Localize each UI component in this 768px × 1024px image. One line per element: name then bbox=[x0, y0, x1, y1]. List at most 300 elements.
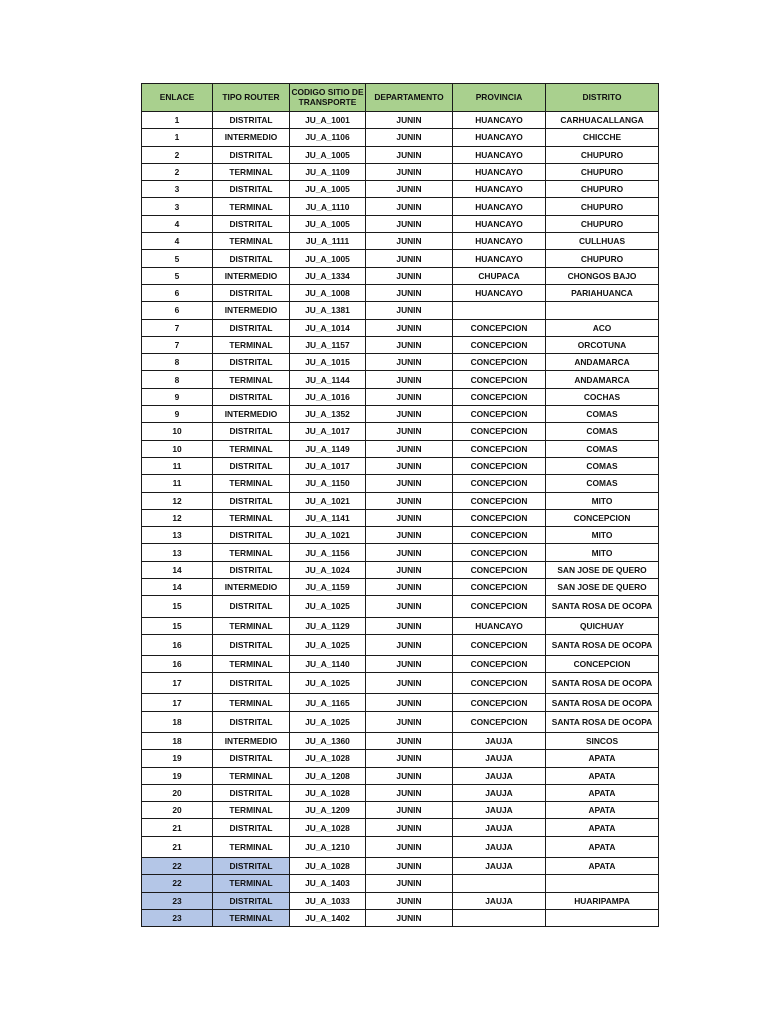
cell-departamento: JUNIN bbox=[366, 527, 453, 544]
cell-enlace: 14 bbox=[142, 561, 213, 578]
cell-enlace: 2 bbox=[142, 146, 213, 163]
cell-codigo-sitio: JU_A_1024 bbox=[290, 561, 366, 578]
table-row bbox=[142, 198, 659, 215]
cell-enlace: 16 bbox=[142, 655, 213, 672]
cell-tipo-router: INTERMEDIO bbox=[213, 129, 290, 146]
cell-departamento: JUNIN bbox=[366, 892, 453, 909]
cell-codigo-sitio: JU_A_1005 bbox=[290, 181, 366, 198]
cell-enlace: 17 bbox=[142, 694, 213, 711]
cell-departamento: JUNIN bbox=[366, 112, 453, 129]
table-row bbox=[142, 784, 659, 801]
cell-departamento: JUNIN bbox=[366, 784, 453, 801]
cell-provincia: CONCEPCION bbox=[453, 673, 546, 694]
table-row bbox=[142, 655, 659, 672]
cell-departamento: JUNIN bbox=[366, 267, 453, 284]
cell-codigo-sitio: JU_A_1129 bbox=[290, 617, 366, 634]
cell-departamento: JUNIN bbox=[366, 694, 453, 711]
cell-distrito: ANDAMARCA bbox=[546, 371, 659, 388]
header-tipo-router: TIPO ROUTER bbox=[213, 84, 290, 112]
cell-enlace: 4 bbox=[142, 233, 213, 250]
table-row bbox=[142, 457, 659, 474]
cell-distrito bbox=[546, 302, 659, 319]
table-row bbox=[142, 596, 659, 617]
cell-tipo-router: DISTRITAL bbox=[213, 750, 290, 767]
cell-enlace: 5 bbox=[142, 267, 213, 284]
cell-distrito: SANTA ROSA DE OCOPA bbox=[546, 694, 659, 711]
cell-enlace: 1 bbox=[142, 112, 213, 129]
cell-distrito: APATA bbox=[546, 802, 659, 819]
cell-enlace: 17 bbox=[142, 673, 213, 694]
cell-departamento: JUNIN bbox=[366, 354, 453, 371]
table-row bbox=[142, 336, 659, 353]
table-row bbox=[142, 875, 659, 892]
table-row bbox=[142, 233, 659, 250]
cell-distrito: ACO bbox=[546, 319, 659, 336]
cell-enlace: 6 bbox=[142, 284, 213, 301]
cell-codigo-sitio: JU_A_1015 bbox=[290, 354, 366, 371]
table-row bbox=[142, 857, 659, 874]
cell-provincia: JAUJA bbox=[453, 732, 546, 749]
cell-enlace: 6 bbox=[142, 302, 213, 319]
cell-tipo-router: TERMINAL bbox=[213, 509, 290, 526]
cell-enlace: 21 bbox=[142, 836, 213, 857]
table-row bbox=[142, 302, 659, 319]
cell-departamento: JUNIN bbox=[366, 250, 453, 267]
cell-codigo-sitio: JU_A_1005 bbox=[290, 146, 366, 163]
cell-enlace: 4 bbox=[142, 215, 213, 232]
cell-codigo-sitio: JU_A_1008 bbox=[290, 284, 366, 301]
table-row bbox=[142, 163, 659, 180]
cell-departamento: JUNIN bbox=[366, 319, 453, 336]
cell-departamento: JUNIN bbox=[366, 767, 453, 784]
cell-provincia: CONCEPCION bbox=[453, 634, 546, 655]
cell-enlace: 8 bbox=[142, 354, 213, 371]
cell-tipo-router: DISTRITAL bbox=[213, 457, 290, 474]
cell-provincia: HUANCAYO bbox=[453, 181, 546, 198]
header-provincia: PROVINCIA bbox=[453, 84, 546, 112]
cell-departamento: JUNIN bbox=[366, 181, 453, 198]
cell-tipo-router: TERMINAL bbox=[213, 909, 290, 926]
cell-tipo-router: DISTRITAL bbox=[213, 319, 290, 336]
table-row bbox=[142, 561, 659, 578]
table-row bbox=[142, 423, 659, 440]
cell-codigo-sitio: JU_A_1403 bbox=[290, 875, 366, 892]
cell-provincia: HUANCAYO bbox=[453, 250, 546, 267]
cell-tipo-router: DISTRITAL bbox=[213, 112, 290, 129]
table-row bbox=[142, 711, 659, 732]
cell-tipo-router: INTERMEDIO bbox=[213, 267, 290, 284]
cell-provincia: HUANCAYO bbox=[453, 617, 546, 634]
cell-tipo-router: DISTRITAL bbox=[213, 146, 290, 163]
cell-tipo-router: DISTRITAL bbox=[213, 561, 290, 578]
table-row bbox=[142, 694, 659, 711]
cell-provincia: CONCEPCION bbox=[453, 711, 546, 732]
cell-tipo-router: INTERMEDIO bbox=[213, 302, 290, 319]
cell-tipo-router: DISTRITAL bbox=[213, 215, 290, 232]
cell-departamento: JUNIN bbox=[366, 129, 453, 146]
cell-codigo-sitio: JU_A_1144 bbox=[290, 371, 366, 388]
cell-tipo-router: DISTRITAL bbox=[213, 711, 290, 732]
cell-enlace: 21 bbox=[142, 819, 213, 836]
cell-departamento: JUNIN bbox=[366, 711, 453, 732]
table-row bbox=[142, 215, 659, 232]
cell-enlace: 22 bbox=[142, 875, 213, 892]
cell-tipo-router: DISTRITAL bbox=[213, 857, 290, 874]
cell-provincia: HUANCAYO bbox=[453, 112, 546, 129]
cell-enlace: 15 bbox=[142, 596, 213, 617]
cell-provincia: HUANCAYO bbox=[453, 284, 546, 301]
cell-departamento: JUNIN bbox=[366, 475, 453, 492]
cell-enlace: 13 bbox=[142, 544, 213, 561]
table-row bbox=[142, 544, 659, 561]
cell-provincia: CONCEPCION bbox=[453, 596, 546, 617]
table-row bbox=[142, 892, 659, 909]
cell-provincia: CONCEPCION bbox=[453, 336, 546, 353]
cell-distrito: APATA bbox=[546, 819, 659, 836]
cell-provincia: JAUJA bbox=[453, 784, 546, 801]
table-row bbox=[142, 819, 659, 836]
cell-provincia: CONCEPCION bbox=[453, 475, 546, 492]
cell-provincia: HUANCAYO bbox=[453, 146, 546, 163]
cell-provincia bbox=[453, 302, 546, 319]
cell-tipo-router: TERMINAL bbox=[213, 767, 290, 784]
cell-codigo-sitio: JU_A_1016 bbox=[290, 388, 366, 405]
table-row bbox=[142, 492, 659, 509]
cell-distrito: COMAS bbox=[546, 406, 659, 423]
cell-provincia: CONCEPCION bbox=[453, 371, 546, 388]
cell-codigo-sitio: JU_A_1360 bbox=[290, 732, 366, 749]
cell-codigo-sitio: JU_A_1021 bbox=[290, 527, 366, 544]
cell-tipo-router: TERMINAL bbox=[213, 336, 290, 353]
cell-departamento: JUNIN bbox=[366, 336, 453, 353]
cell-codigo-sitio: JU_A_1005 bbox=[290, 215, 366, 232]
cell-distrito: CHUPURO bbox=[546, 146, 659, 163]
cell-tipo-router: DISTRITAL bbox=[213, 354, 290, 371]
cell-enlace: 15 bbox=[142, 617, 213, 634]
cell-provincia: CONCEPCION bbox=[453, 579, 546, 596]
cell-departamento: JUNIN bbox=[366, 750, 453, 767]
header-row bbox=[142, 84, 659, 112]
cell-distrito: MITO bbox=[546, 544, 659, 561]
cell-tipo-router: DISTRITAL bbox=[213, 527, 290, 544]
cell-tipo-router: TERMINAL bbox=[213, 198, 290, 215]
cell-enlace: 3 bbox=[142, 181, 213, 198]
table-row bbox=[142, 146, 659, 163]
header-codigo-sitio: CODIGO SITIO DE TRANSPORTE bbox=[290, 84, 366, 112]
cell-codigo-sitio: JU_A_1017 bbox=[290, 423, 366, 440]
cell-enlace: 14 bbox=[142, 579, 213, 596]
cell-distrito: SINCOS bbox=[546, 732, 659, 749]
cell-distrito: COMAS bbox=[546, 457, 659, 474]
cell-departamento: JUNIN bbox=[366, 371, 453, 388]
cell-tipo-router: TERMINAL bbox=[213, 875, 290, 892]
table-row bbox=[142, 406, 659, 423]
cell-provincia: HUANCAYO bbox=[453, 163, 546, 180]
cell-distrito: CHUPURO bbox=[546, 181, 659, 198]
cell-provincia: HUANCAYO bbox=[453, 129, 546, 146]
cell-distrito: CHUPURO bbox=[546, 215, 659, 232]
cell-enlace: 23 bbox=[142, 892, 213, 909]
cell-provincia: CHUPACA bbox=[453, 267, 546, 284]
cell-departamento: JUNIN bbox=[366, 492, 453, 509]
cell-provincia: CONCEPCION bbox=[453, 354, 546, 371]
enlaces-table bbox=[141, 83, 659, 927]
cell-tipo-router: DISTRITAL bbox=[213, 819, 290, 836]
cell-departamento: JUNIN bbox=[366, 909, 453, 926]
cell-tipo-router: TERMINAL bbox=[213, 233, 290, 250]
cell-codigo-sitio: JU_A_1149 bbox=[290, 440, 366, 457]
cell-codigo-sitio: JU_A_1025 bbox=[290, 596, 366, 617]
cell-codigo-sitio: JU_A_1025 bbox=[290, 634, 366, 655]
cell-codigo-sitio: JU_A_1028 bbox=[290, 819, 366, 836]
cell-provincia: CONCEPCION bbox=[453, 544, 546, 561]
cell-distrito: CHICCHE bbox=[546, 129, 659, 146]
cell-codigo-sitio: JU_A_1110 bbox=[290, 198, 366, 215]
cell-provincia: JAUJA bbox=[453, 857, 546, 874]
cell-provincia: HUANCAYO bbox=[453, 215, 546, 232]
table-row bbox=[142, 767, 659, 784]
cell-enlace: 22 bbox=[142, 857, 213, 874]
cell-distrito bbox=[546, 909, 659, 926]
cell-codigo-sitio: JU_A_1334 bbox=[290, 267, 366, 284]
cell-codigo-sitio: JU_A_1156 bbox=[290, 544, 366, 561]
cell-codigo-sitio: JU_A_1025 bbox=[290, 673, 366, 694]
cell-departamento: JUNIN bbox=[366, 875, 453, 892]
cell-provincia: JAUJA bbox=[453, 836, 546, 857]
cell-enlace: 16 bbox=[142, 634, 213, 655]
cell-departamento: JUNIN bbox=[366, 233, 453, 250]
cell-tipo-router: TERMINAL bbox=[213, 617, 290, 634]
cell-departamento: JUNIN bbox=[366, 284, 453, 301]
cell-tipo-router: TERMINAL bbox=[213, 371, 290, 388]
table-row bbox=[142, 836, 659, 857]
cell-departamento: JUNIN bbox=[366, 440, 453, 457]
cell-provincia: JAUJA bbox=[453, 819, 546, 836]
cell-departamento: JUNIN bbox=[366, 215, 453, 232]
cell-distrito: MITO bbox=[546, 492, 659, 509]
cell-distrito: COMAS bbox=[546, 475, 659, 492]
cell-departamento: JUNIN bbox=[366, 655, 453, 672]
cell-distrito: HUARIPAMPA bbox=[546, 892, 659, 909]
table-row bbox=[142, 750, 659, 767]
table-row bbox=[142, 371, 659, 388]
cell-distrito: CHUPURO bbox=[546, 198, 659, 215]
cell-tipo-router: DISTRITAL bbox=[213, 423, 290, 440]
cell-enlace: 19 bbox=[142, 767, 213, 784]
cell-distrito: SANTA ROSA DE OCOPA bbox=[546, 711, 659, 732]
cell-codigo-sitio: JU_A_1208 bbox=[290, 767, 366, 784]
cell-codigo-sitio: JU_A_1381 bbox=[290, 302, 366, 319]
cell-tipo-router: DISTRITAL bbox=[213, 284, 290, 301]
cell-codigo-sitio: JU_A_1014 bbox=[290, 319, 366, 336]
cell-provincia: CONCEPCION bbox=[453, 406, 546, 423]
cell-departamento: JUNIN bbox=[366, 544, 453, 561]
cell-enlace: 10 bbox=[142, 423, 213, 440]
table-row bbox=[142, 732, 659, 749]
cell-distrito: ORCOTUNA bbox=[546, 336, 659, 353]
cell-distrito: CONCEPCION bbox=[546, 509, 659, 526]
table-row bbox=[142, 617, 659, 634]
cell-departamento: JUNIN bbox=[366, 198, 453, 215]
table-row bbox=[142, 267, 659, 284]
cell-distrito: CHONGOS BAJO bbox=[546, 267, 659, 284]
table-row bbox=[142, 579, 659, 596]
cell-tipo-router: DISTRITAL bbox=[213, 892, 290, 909]
cell-distrito: APATA bbox=[546, 784, 659, 801]
cell-codigo-sitio: JU_A_1352 bbox=[290, 406, 366, 423]
cell-departamento: JUNIN bbox=[366, 423, 453, 440]
cell-provincia: CONCEPCION bbox=[453, 440, 546, 457]
cell-tipo-router: TERMINAL bbox=[213, 544, 290, 561]
cell-distrito: APATA bbox=[546, 767, 659, 784]
cell-distrito: COCHAS bbox=[546, 388, 659, 405]
cell-departamento: JUNIN bbox=[366, 406, 453, 423]
table-row bbox=[142, 181, 659, 198]
cell-tipo-router: DISTRITAL bbox=[213, 634, 290, 655]
cell-codigo-sitio: JU_A_1021 bbox=[290, 492, 366, 509]
cell-distrito: SAN JOSE DE QUERO bbox=[546, 561, 659, 578]
cell-enlace: 12 bbox=[142, 509, 213, 526]
table-row bbox=[142, 802, 659, 819]
cell-codigo-sitio: JU_A_1025 bbox=[290, 711, 366, 732]
cell-codigo-sitio: JU_A_1159 bbox=[290, 579, 366, 596]
cell-provincia bbox=[453, 909, 546, 926]
cell-distrito: PARIAHUANCA bbox=[546, 284, 659, 301]
cell-tipo-router: DISTRITAL bbox=[213, 673, 290, 694]
cell-distrito: SANTA ROSA DE OCOPA bbox=[546, 634, 659, 655]
header-enlace: ENLACE bbox=[142, 84, 213, 112]
cell-provincia: HUANCAYO bbox=[453, 233, 546, 250]
cell-enlace: 3 bbox=[142, 198, 213, 215]
cell-codigo-sitio: JU_A_1005 bbox=[290, 250, 366, 267]
cell-provincia: CONCEPCION bbox=[453, 457, 546, 474]
cell-provincia: CONCEPCION bbox=[453, 561, 546, 578]
cell-distrito: COMAS bbox=[546, 423, 659, 440]
cell-departamento: JUNIN bbox=[366, 673, 453, 694]
cell-tipo-router: TERMINAL bbox=[213, 440, 290, 457]
cell-codigo-sitio: JU_A_1111 bbox=[290, 233, 366, 250]
cell-provincia: CONCEPCION bbox=[453, 492, 546, 509]
cell-enlace: 7 bbox=[142, 336, 213, 353]
cell-provincia: JAUJA bbox=[453, 892, 546, 909]
table-row bbox=[142, 673, 659, 694]
cell-enlace: 10 bbox=[142, 440, 213, 457]
cell-departamento: JUNIN bbox=[366, 596, 453, 617]
cell-distrito: CULLHUAS bbox=[546, 233, 659, 250]
cell-provincia: CONCEPCION bbox=[453, 694, 546, 711]
cell-enlace: 18 bbox=[142, 732, 213, 749]
cell-enlace: 20 bbox=[142, 802, 213, 819]
table-row bbox=[142, 634, 659, 655]
cell-provincia: HUANCAYO bbox=[453, 198, 546, 215]
cell-enlace: 23 bbox=[142, 909, 213, 926]
cell-departamento: JUNIN bbox=[366, 617, 453, 634]
cell-tipo-router: INTERMEDIO bbox=[213, 732, 290, 749]
cell-distrito: APATA bbox=[546, 857, 659, 874]
cell-distrito: CARHUACALLANGA bbox=[546, 112, 659, 129]
cell-departamento: JUNIN bbox=[366, 509, 453, 526]
cell-departamento: JUNIN bbox=[366, 146, 453, 163]
cell-codigo-sitio: JU_A_1001 bbox=[290, 112, 366, 129]
cell-distrito: APATA bbox=[546, 750, 659, 767]
cell-tipo-router: TERMINAL bbox=[213, 802, 290, 819]
cell-provincia: CONCEPCION bbox=[453, 319, 546, 336]
cell-codigo-sitio: JU_A_1028 bbox=[290, 750, 366, 767]
cell-enlace: 1 bbox=[142, 129, 213, 146]
cell-distrito: MITO bbox=[546, 527, 659, 544]
cell-distrito: APATA bbox=[546, 836, 659, 857]
cell-codigo-sitio: JU_A_1028 bbox=[290, 784, 366, 801]
table-row bbox=[142, 319, 659, 336]
cell-provincia: CONCEPCION bbox=[453, 423, 546, 440]
cell-departamento: JUNIN bbox=[366, 819, 453, 836]
cell-distrito: CHUPURO bbox=[546, 163, 659, 180]
cell-tipo-router: TERMINAL bbox=[213, 694, 290, 711]
cell-distrito: QUICHUAY bbox=[546, 617, 659, 634]
cell-provincia: JAUJA bbox=[453, 767, 546, 784]
cell-tipo-router: TERMINAL bbox=[213, 655, 290, 672]
cell-enlace: 9 bbox=[142, 388, 213, 405]
cell-distrito: ANDAMARCA bbox=[546, 354, 659, 371]
cell-departamento: JUNIN bbox=[366, 857, 453, 874]
cell-distrito: COMAS bbox=[546, 440, 659, 457]
cell-distrito: SAN JOSE DE QUERO bbox=[546, 579, 659, 596]
cell-departamento: JUNIN bbox=[366, 634, 453, 655]
cell-distrito: SANTA ROSA DE OCOPA bbox=[546, 673, 659, 694]
cell-codigo-sitio: JU_A_1141 bbox=[290, 509, 366, 526]
table-row bbox=[142, 354, 659, 371]
cell-departamento: JUNIN bbox=[366, 579, 453, 596]
cell-enlace: 18 bbox=[142, 711, 213, 732]
cell-codigo-sitio: JU_A_1150 bbox=[290, 475, 366, 492]
cell-codigo-sitio: JU_A_1017 bbox=[290, 457, 366, 474]
cell-tipo-router: DISTRITAL bbox=[213, 388, 290, 405]
cell-departamento: JUNIN bbox=[366, 561, 453, 578]
cell-enlace: 8 bbox=[142, 371, 213, 388]
header-departamento: DEPARTAMENTO bbox=[366, 84, 453, 112]
table-body bbox=[142, 112, 659, 927]
table-row bbox=[142, 388, 659, 405]
cell-departamento: JUNIN bbox=[366, 163, 453, 180]
table-row bbox=[142, 475, 659, 492]
table-row bbox=[142, 440, 659, 457]
cell-codigo-sitio: JU_A_1157 bbox=[290, 336, 366, 353]
cell-codigo-sitio: JU_A_1106 bbox=[290, 129, 366, 146]
cell-departamento: JUNIN bbox=[366, 388, 453, 405]
cell-tipo-router: TERMINAL bbox=[213, 475, 290, 492]
cell-distrito: CONCEPCION bbox=[546, 655, 659, 672]
table-row bbox=[142, 129, 659, 146]
cell-codigo-sitio: JU_A_1033 bbox=[290, 892, 366, 909]
cell-tipo-router: DISTRITAL bbox=[213, 492, 290, 509]
cell-tipo-router: DISTRITAL bbox=[213, 181, 290, 198]
cell-tipo-router: DISTRITAL bbox=[213, 784, 290, 801]
cell-distrito: CHUPURO bbox=[546, 250, 659, 267]
cell-distrito bbox=[546, 875, 659, 892]
cell-provincia: CONCEPCION bbox=[453, 655, 546, 672]
cell-departamento: JUNIN bbox=[366, 732, 453, 749]
cell-departamento: JUNIN bbox=[366, 802, 453, 819]
cell-departamento: JUNIN bbox=[366, 457, 453, 474]
cell-provincia bbox=[453, 875, 546, 892]
cell-enlace: 5 bbox=[142, 250, 213, 267]
cell-enlace: 7 bbox=[142, 319, 213, 336]
cell-tipo-router: INTERMEDIO bbox=[213, 579, 290, 596]
cell-enlace: 19 bbox=[142, 750, 213, 767]
cell-codigo-sitio: JU_A_1109 bbox=[290, 163, 366, 180]
cell-tipo-router: INTERMEDIO bbox=[213, 406, 290, 423]
cell-provincia: CONCEPCION bbox=[453, 509, 546, 526]
